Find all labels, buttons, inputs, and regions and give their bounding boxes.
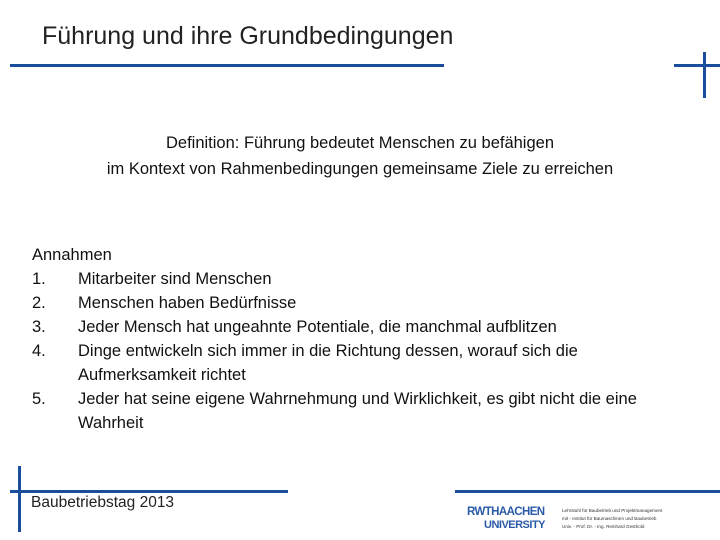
- list-item: [32, 267, 682, 291]
- list-item-text: Jeder Mensch hat ungeahnte Potentiale, die manchmal aufblitzen: [78, 318, 557, 336]
- slide-title: Führung und ihre Grundbedingungen: [42, 22, 454, 50]
- list-item-text: Mitarbeiter sind Menschen: [78, 270, 272, 288]
- chair-line-3: Univ. - Prof. Dr. - Ing. Reinhard Gesthold: [562, 524, 645, 530]
- list-item: [32, 387, 682, 435]
- list-item-number: 3.: [32, 318, 46, 336]
- corner-mark-top-vertical: [703, 52, 706, 98]
- chair-info: [562, 507, 662, 532]
- definition-block: [40, 130, 680, 182]
- list-item: [32, 291, 682, 315]
- title-underline: [10, 64, 444, 67]
- corner-mark-bottom-horizontal: [10, 490, 288, 493]
- list-item-text: Menschen haben Bedürfnisse: [78, 294, 297, 312]
- list-item-text: Dinge entwickeln sich immer in die Richtung dessen, worauf sich die Aufmerksamkeit richtet: [78, 342, 578, 384]
- corner-mark-bottom-vertical: [18, 466, 21, 532]
- list-item: [32, 315, 682, 339]
- definition-line-2: im Kontext von Rahmenbedingungen gemeinsame Ziele zu erreichen: [106, 160, 614, 178]
- rwth-aachen-logo: [467, 503, 553, 531]
- logo-line-2: UNIVERSITY: [484, 519, 546, 531]
- list-item-number: 4.: [32, 342, 46, 360]
- assumption-items: [32, 267, 682, 435]
- assumptions-list: [32, 243, 682, 435]
- chair-line-1: Lehrstuhl für Baubetrieb und Projektmanagement: [562, 508, 663, 513]
- footer-separator-line: [455, 490, 720, 493]
- list-item-number: 1.: [32, 270, 46, 288]
- list-item-text: Jeder hat seine eigene Wahrnehmung und Wirklichkeit, es gibt nicht die eine Wahrheit: [78, 390, 637, 432]
- assumptions-heading: Annahmen: [32, 246, 112, 264]
- chair-line-2: mit - Institut für Baumaschinen und Baubetrieb: [562, 516, 657, 522]
- list-item-number: 2.: [32, 294, 46, 312]
- corner-mark-top-horizontal: [674, 64, 720, 67]
- list-item: [32, 339, 682, 387]
- list-item-number: 5.: [32, 390, 46, 408]
- definition-line-1: Definition: Führung bedeutet Menschen zu befähigen: [165, 134, 555, 152]
- logo-line-1: RWTHAACHEN: [467, 506, 545, 518]
- footer-event-label: Baubetriebstag 2013: [31, 494, 175, 511]
